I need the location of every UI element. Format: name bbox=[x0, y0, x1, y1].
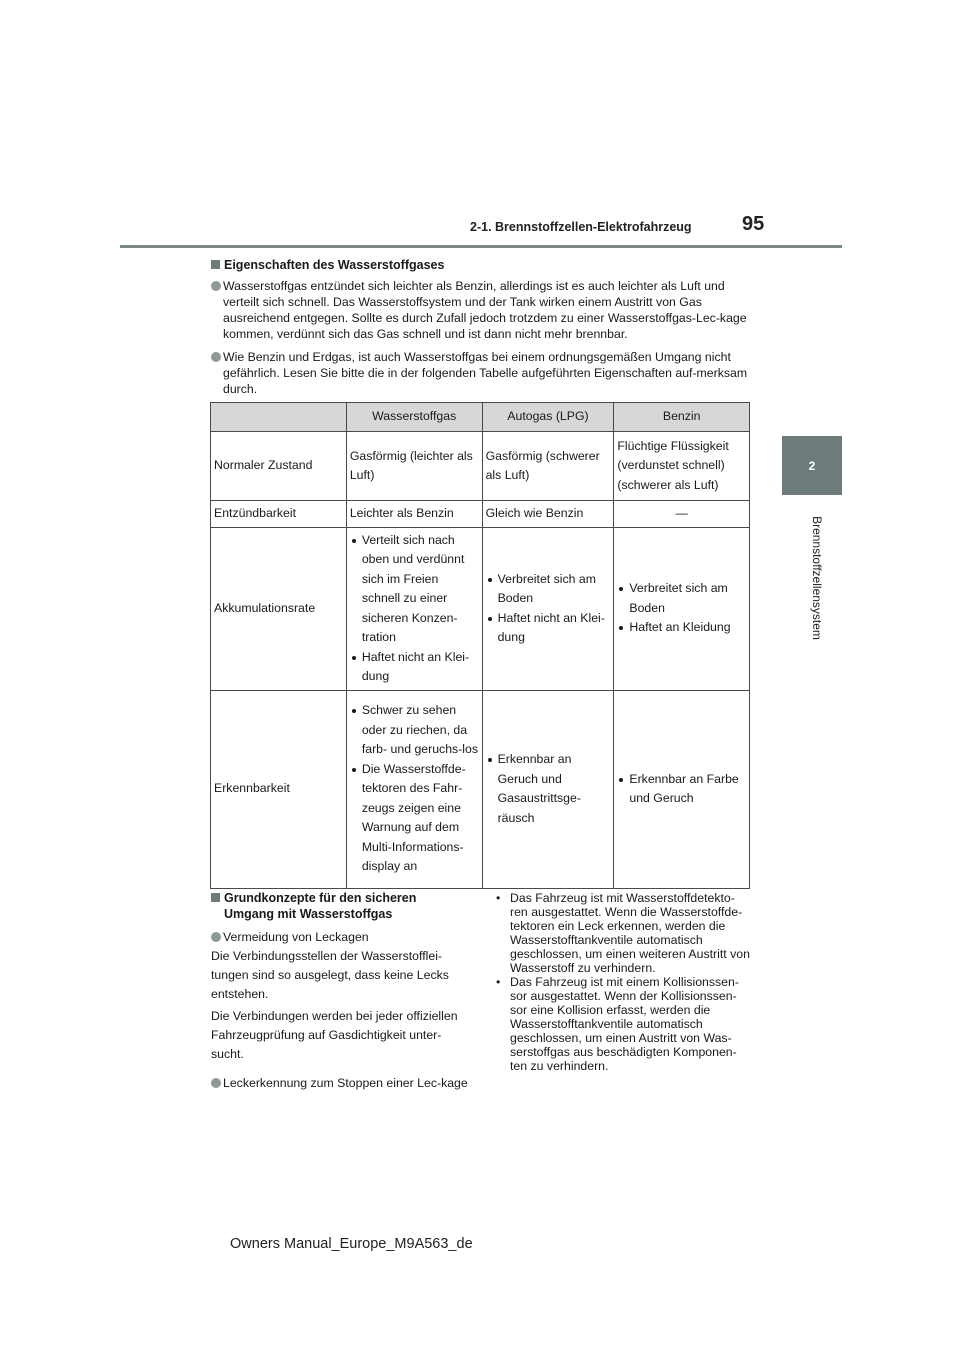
table-cell bbox=[482, 527, 614, 690]
table-cell bbox=[482, 690, 614, 888]
paragraph-bullet: Wasserstoffgas entzündet sich leichter als Benzin, allerdings ist es auch leichter als Luft und verteilt sich schnell. Das Wasserstoffsystem und der Tank wirken einem Austritt von Gas ausreichend entgegen. Sollte es durch Zufall jedoch trotzdem zu einer Wasserstoffgas-Lec-kage kommen, verdünnt sich das Gas schnell und ist dann nicht mehr brennbar. bbox=[211, 278, 760, 342]
chapter-label: Brennstoffzellensystem bbox=[810, 515, 824, 640]
table-row bbox=[211, 527, 750, 690]
row-label: Akkumulationsrate bbox=[211, 527, 347, 690]
header-rule bbox=[120, 245, 842, 248]
row-label: Normaler Zustand bbox=[211, 432, 347, 501]
table-cell bbox=[346, 690, 482, 888]
row-label: Erkennbarkeit bbox=[211, 690, 347, 888]
list-item: • Das Fahrzeug ist mit einem Kollisionssen-sor ausgestattet. Wenn der Kollisionssen-sor eine Kollision erfasst, werden die Wasserstofftankventile automatisch geschlossen, um einen Austritt von Was-serstoffgas aus beschädigten Komponen-ten zu verhindern. bbox=[496, 975, 739, 1073]
list-item: Haftet an Kleidung bbox=[617, 618, 746, 638]
table-header-cell: Wasserstoffgas bbox=[346, 403, 482, 432]
table-header-cell: Benzin bbox=[614, 403, 750, 432]
list-item: Verbreitet sich am Boden bbox=[617, 579, 746, 618]
footer-document-id: Owners Manual_Europe_M9A563_de bbox=[230, 1236, 473, 1252]
circle-bullet-icon bbox=[211, 281, 221, 291]
table-cell: — bbox=[614, 501, 750, 528]
square-bullet-icon bbox=[211, 893, 220, 902]
table-row bbox=[211, 432, 750, 501]
section-heading-safety: Grundkonzepte für den sicheren Umgang mit Wasserstoffgas bbox=[211, 890, 416, 922]
table-cell: Gleich wie Benzin bbox=[482, 501, 614, 528]
paragraph: Die Verbindungsstellen der Wasserstofflei-tungen sind so ausgelegt, dass keine Lecks entstehen. bbox=[211, 949, 449, 1001]
table-cell bbox=[614, 527, 750, 690]
detection-list bbox=[492, 891, 750, 1073]
table-cell: Gasförmig (schwerer als Luft) bbox=[482, 432, 614, 501]
table-header-cell bbox=[211, 403, 347, 432]
list-item: Erkennbar an Geruch und Gasaustrittsge-räusch bbox=[486, 750, 611, 828]
table-header-row bbox=[211, 403, 750, 432]
circle-bullet-icon bbox=[211, 352, 221, 362]
table-cell: Leichter als Benzin bbox=[346, 501, 482, 528]
list-item: Erkennbar an Farbe und Geruch bbox=[617, 770, 746, 809]
list-item: Haftet nicht an Klei-dung bbox=[350, 648, 479, 687]
list-item: Verbreitet sich am Boden bbox=[486, 570, 611, 609]
circle-bullet-icon bbox=[211, 932, 221, 942]
circle-bullet-icon bbox=[211, 1078, 221, 1088]
subheading-bullet: Vermeidung von Leckagen bbox=[211, 929, 478, 945]
section-title: 2-1. Brennstoffzellen-Elektrofahrzeug bbox=[470, 220, 692, 234]
paragraph-bullet: Wie Benzin und Erdgas, ist auch Wasserstoffgas bei einem ordnungsgemäßen Umgang nicht gefährlich. Lesen Sie bitte die in der folgenden Tabelle aufgeführten Eigenschaften auf-merksam durch. bbox=[211, 349, 760, 397]
table-cell bbox=[346, 527, 482, 690]
section-heading-properties: Eigenschaften des Wasserstoffgases bbox=[211, 257, 444, 273]
table-header-cell: Autogas (LPG) bbox=[482, 403, 614, 432]
list-item: Haftet nicht an Klei-dung bbox=[486, 609, 611, 648]
square-bullet-icon bbox=[211, 260, 220, 269]
page-number: 95 bbox=[742, 213, 765, 235]
list-item: • Das Fahrzeug ist mit Wasserstoffdetekto-ren ausgestattet. Wenn die Wasserstoffde-tektoren ein Leck erkennen, werden die Wasserstofftankventile automatisch geschlossen, um einen weiteren Austritt von Wasserstoff zu verhindern. bbox=[496, 891, 750, 975]
properties-table bbox=[210, 402, 750, 889]
row-label: Entzündbarkeit bbox=[211, 501, 347, 528]
chapter-tab[interactable] bbox=[782, 436, 842, 495]
list-item: Schwer zu sehen oder zu riechen, da farb- und geruchs-los bbox=[350, 701, 479, 760]
paragraph: Die Verbindungen werden bei jeder offiziellen Fahrzeugprüfung auf Gasdichtigkeit unter-sucht. bbox=[211, 1009, 458, 1061]
table-row bbox=[211, 501, 750, 528]
table-cell: Gasförmig (leichter als Luft) bbox=[346, 432, 482, 501]
list-item: Die Wasserstoffde-tektoren des Fahr-zeugs zeigen eine Warnung auf dem Multi-Informations-display an bbox=[350, 760, 479, 877]
chapter-number: 2 bbox=[808, 458, 816, 473]
table-row bbox=[211, 690, 750, 888]
subheading-bullet: Leckerkennung zum Stoppen einer Lec-kage bbox=[211, 1075, 473, 1091]
table-cell bbox=[614, 690, 750, 888]
list-item: Verteilt sich nach oben und verdünnt sich im Freien schnell zu einer sicheren Konzen-tration bbox=[350, 531, 479, 648]
table-cell: Flüchtige Flüssigkeit (verdunstet schnell) (schwerer als Luft) bbox=[614, 432, 750, 501]
